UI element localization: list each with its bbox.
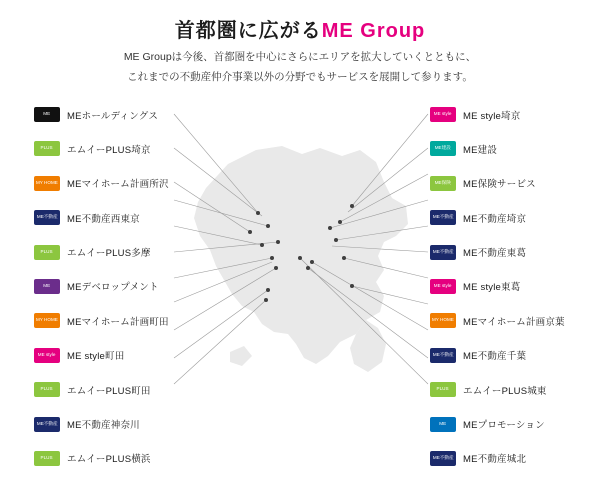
company-logo-text: ME [43,283,51,289]
company-logo-badge [430,348,456,363]
company-logo-badge [34,451,60,466]
company-list-item[interactable] [34,312,204,329]
company-name-label: ME style町田 [67,351,125,363]
company-logo-text: PLUS [40,248,54,255]
company-logo-badge [430,382,456,397]
company-logo-badge [34,313,60,328]
company-list-item[interactable] [34,347,204,364]
company-logo-badge [430,176,456,191]
company-list-left [34,106,204,484]
page-subtitle [0,48,600,88]
company-list-item[interactable] [430,175,600,192]
company-list-item[interactable] [430,312,600,329]
map-island [230,346,252,366]
company-name-label: ME建設 [463,144,498,156]
company-name-label: エムイーPLUS町田 [67,385,151,397]
kanto-map [170,120,430,390]
company-logo-text: ME不動産 [432,455,454,461]
company-name-label: ME style埼京 [463,110,521,122]
company-name-label: MEプロモーション [463,420,545,432]
company-logo-text: ME style [434,283,452,289]
company-name-label: ME style東葛 [463,282,521,294]
page-title-prefix: 首都圏に広がる [174,20,322,42]
company-logo-text: MY HOME [432,317,454,324]
company-list-item[interactable] [34,278,204,295]
company-list-item[interactable] [430,209,600,226]
company-logo-text: ME建設 [434,145,452,152]
company-logo-text: ME不動産 [432,352,454,358]
company-logo-text: ME不動産 [36,420,58,427]
company-logo-badge [430,313,456,328]
company-logo-badge [430,245,456,260]
company-logo-text: ME不動産 [432,248,454,255]
company-logo-text: PLUS [40,386,54,392]
company-name-label: MEホールディングス [67,110,159,122]
page-subtitle-line2: これまでの不動産仲介事業以外の分野でもサービスを展開して参ります。 [127,70,473,83]
company-name-label: MEマイホーム計画京葉 [463,316,565,328]
company-list-item[interactable] [34,106,204,123]
company-logo-badge [34,382,60,397]
company-name-label: ME不動産西東京 [67,213,140,225]
company-logo-badge [34,141,60,156]
company-list-item[interactable] [430,140,600,157]
company-list-item[interactable] [430,416,600,433]
company-logo-text: MY HOME [36,180,58,186]
company-name-label: MEマイホーム計画町田 [67,316,169,328]
company-logo-text: ME [43,111,51,117]
company-logo-badge [430,417,456,432]
company-list-item[interactable] [34,140,204,157]
company-list-item[interactable] [34,175,204,192]
page-title-accent: ME Group [321,20,426,42]
company-name-label: ME不動産東葛 [463,248,527,260]
company-name-label: エムイーPLUS埼京 [67,144,151,156]
company-logo-text: ME不動産 [36,214,58,220]
company-name-label: エムイーPLUS横浜 [67,454,151,466]
company-name-label: エムイーPLUS城東 [463,385,547,397]
company-name-label: MEデベロップメント [67,282,159,294]
company-logo-text: ME不動産 [432,214,454,220]
company-logo-badge [430,279,456,294]
company-logo-text: ME style [434,111,452,117]
company-logo-text: ME保険 [434,180,452,186]
company-logo-badge [430,141,456,156]
company-logo-badge [34,245,60,260]
company-list-item[interactable] [430,106,600,123]
company-list-right [430,106,600,484]
company-list-item[interactable] [34,209,204,226]
company-logo-badge [34,417,60,432]
company-list-item[interactable] [430,278,600,295]
company-logo-badge [34,107,60,122]
company-name-label: エムイーPLUS多摩 [67,248,151,260]
company-list-item[interactable] [34,381,204,398]
company-list-item[interactable] [430,244,600,261]
company-logo-badge [34,279,60,294]
company-list-item[interactable] [34,450,204,467]
page-title [0,14,600,43]
company-logo-text: PLUS [436,386,450,392]
company-logo-badge [34,210,60,225]
company-name-label: MEマイホーム計画所沢 [67,179,169,191]
company-list-item[interactable] [430,381,600,398]
company-logo-badge [34,176,60,191]
company-list-item[interactable] [430,450,600,467]
company-name-label: ME保険サービス [463,179,536,191]
company-logo-text: MY HOME [36,317,58,324]
company-logo-badge [430,107,456,122]
company-list-item[interactable] [34,416,204,433]
company-logo-text: ME style [38,352,56,358]
company-logo-badge [430,210,456,225]
company-name-label: ME不動産埼京 [463,213,527,225]
page-subtitle-line1: ME Groupは今後、首都圏を中心にさらにエリアを拡大していくとともに、 [123,51,477,63]
company-list-item[interactable] [430,347,600,364]
company-logo-badge [430,451,456,466]
company-list-item[interactable] [34,244,204,261]
company-logo-text: PLUS [40,145,54,152]
company-logo-text: PLUS [40,455,54,461]
company-name-label: ME不動産城北 [463,454,527,466]
company-logo-badge [34,348,60,363]
company-name-label: ME不動産千葉 [463,351,527,363]
company-name-label: ME不動産神奈川 [67,420,140,432]
company-logo-text: ME [439,420,447,427]
